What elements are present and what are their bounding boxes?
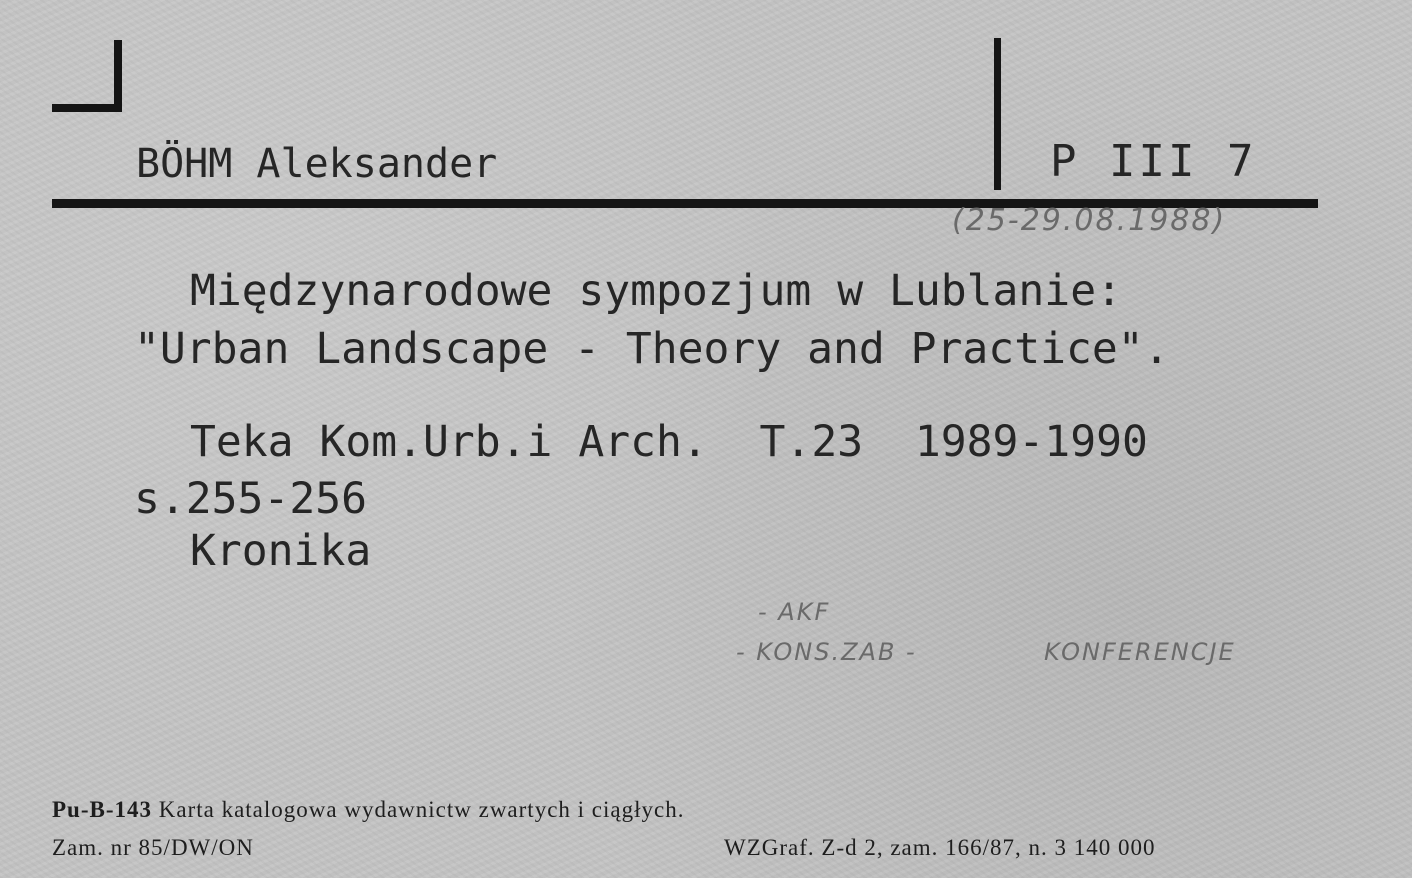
footer-form-line	[52, 798, 684, 821]
title-line-1: Międzynarodowe sympozjum w Lublanie:	[190, 266, 1122, 316]
source-line-1: Teka Kom.Urb.i Arch. T.23 1989-1990	[190, 417, 1148, 467]
source-pages: s.255-256	[134, 474, 367, 524]
handwritten-date-note: (25-29.08.1988)	[952, 203, 1227, 238]
author-name: BÖHM Aleksander	[136, 141, 498, 187]
handwritten-subject-3: KONFERENCJE	[1044, 638, 1236, 666]
call-number: P III 7	[1050, 136, 1257, 187]
footer-printer-info: WZGraf. Z-d 2, zam. 166/87, n. 3 140 000	[724, 835, 1156, 860]
footer-form-description: Karta katalogowa wydawnictw zwartych i ciągłych.	[158, 797, 685, 822]
corner-bracket-mark	[52, 40, 122, 112]
handwritten-subject-1: - AKF	[758, 598, 831, 626]
header-vertical-divider	[994, 38, 1001, 190]
footer-order-number: Zam. nr 85/DW/ON	[52, 835, 254, 860]
source-section: Kronika	[190, 526, 372, 576]
footer-form-code: Pu-B-143	[52, 797, 152, 822]
title-line-2: "Urban Landscape - Theory and Practice".	[134, 324, 1170, 374]
handwritten-subject-2: - KONS.ZAB -	[736, 638, 917, 666]
